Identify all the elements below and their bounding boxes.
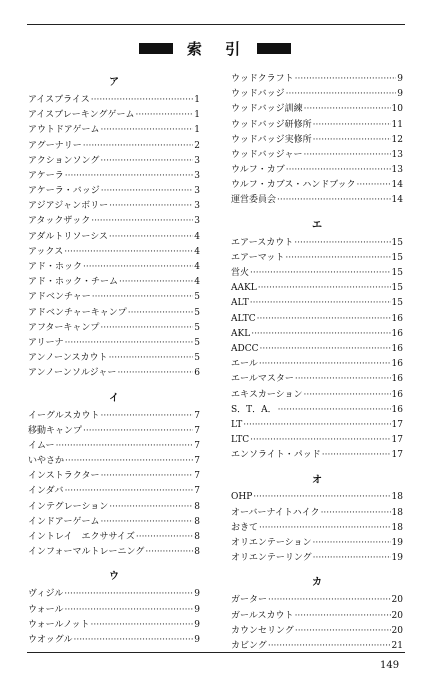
index-term: ウッドバッジ研修所 <box>231 119 312 130</box>
leader-dots <box>322 448 391 463</box>
index-page-number: 15 <box>391 237 403 248</box>
leader-dots <box>101 184 194 199</box>
leader-dots <box>65 484 194 499</box>
index-entry <box>28 424 200 439</box>
index-entry <box>231 403 403 418</box>
index-page-number: 20 <box>391 610 403 621</box>
index-term: アタックザック <box>28 216 91 227</box>
right-column <box>231 72 403 660</box>
index-entry <box>28 245 200 260</box>
leader-dots <box>109 199 193 214</box>
index-entry <box>231 357 403 372</box>
index-entry <box>231 593 403 608</box>
leader-dots <box>109 351 194 366</box>
index-page-number: 17 <box>391 419 403 430</box>
index-page-number: 14 <box>391 180 403 191</box>
index-term: S．T．A． <box>231 404 277 415</box>
index-term: インドアーゲーム <box>28 516 100 527</box>
leader-dots <box>295 72 397 87</box>
index-page-number: 3 <box>194 186 200 197</box>
leader-dots <box>65 169 194 184</box>
index-entry <box>231 609 403 624</box>
index-entry <box>231 281 403 296</box>
index-term: ウッドバッジ <box>231 89 285 100</box>
index-term: エアーマット <box>231 252 285 263</box>
index-page-number: 5 <box>194 292 200 303</box>
leader-dots <box>100 409 193 424</box>
index-term: 運営委員会 <box>231 195 277 206</box>
index-entry <box>28 366 200 381</box>
index-page-number: 9 <box>194 634 200 645</box>
section-heading: ア <box>109 77 119 88</box>
leader-dots <box>64 587 193 602</box>
index-page-number: 5 <box>194 353 200 364</box>
index-entry <box>231 148 403 163</box>
leader-dots <box>313 551 391 566</box>
index-entry <box>231 388 403 403</box>
index-entry <box>231 118 403 133</box>
index-term: インフォーマルトレーニング <box>28 547 145 558</box>
leader-dots <box>259 357 391 372</box>
index-page-number: 20 <box>391 625 403 636</box>
index-entry <box>231 624 403 639</box>
page-number: 149 <box>380 660 400 671</box>
top-rule <box>27 24 405 25</box>
leader-dots <box>259 521 391 536</box>
index-page-number: 15 <box>391 298 403 309</box>
index-term: ALTC <box>231 313 256 324</box>
index-term: ADCC <box>231 343 259 354</box>
index-entry <box>231 163 403 178</box>
section-heading: カ <box>312 577 322 589</box>
index-page-number: 15 <box>391 268 403 279</box>
index-term: ガールスカウト <box>231 610 294 621</box>
index-entry <box>28 306 200 321</box>
leader-dots <box>258 281 391 296</box>
title-bar-left <box>139 43 173 54</box>
index-page-number: 1 <box>194 94 200 105</box>
index-term: カビング <box>231 640 267 651</box>
index-term: アクションソング <box>28 155 100 166</box>
index-entry <box>231 251 403 266</box>
index-page-number: 16 <box>391 404 403 415</box>
leader-dots <box>295 609 391 624</box>
index-term: ALT <box>231 298 249 309</box>
index-entry <box>231 72 403 87</box>
left-column <box>28 72 200 654</box>
leader-dots <box>286 87 397 102</box>
index-entry <box>28 336 200 351</box>
index-term: いやさか <box>28 456 65 467</box>
index-term: LTC <box>231 435 250 446</box>
index-entry <box>28 485 200 500</box>
leader-dots <box>100 123 193 138</box>
leader-dots <box>65 336 194 351</box>
index-entry <box>231 448 403 463</box>
index-entry <box>28 587 200 602</box>
index-entry <box>28 123 200 138</box>
index-term: ウルフ・カブス・ハンドブック <box>231 180 356 191</box>
index-page-number: 4 <box>194 246 200 257</box>
index-term: アックス <box>28 246 64 257</box>
index-entry <box>28 618 200 633</box>
index-entry <box>231 433 403 448</box>
index-term: おきて <box>231 522 259 533</box>
leader-dots <box>303 388 390 403</box>
index-entry <box>231 194 403 209</box>
leader-dots <box>91 93 194 108</box>
index-term: ウッドバッジ訓練 <box>231 104 303 115</box>
leader-dots <box>312 536 390 551</box>
index-entry <box>231 418 403 433</box>
bottom-rule <box>27 652 405 653</box>
index-term: 営火 <box>231 268 250 279</box>
index-term: アド・ホック <box>28 262 83 273</box>
index-term: オリエンテーション <box>231 538 312 549</box>
index-term: ウオッグル <box>28 634 73 645</box>
index-entry <box>231 312 403 327</box>
index-page-number: 3 <box>194 216 200 227</box>
leader-dots <box>83 260 193 275</box>
index-page-number: 9 <box>397 73 403 84</box>
index-entry <box>231 178 403 193</box>
index-page-number: 9 <box>194 604 200 615</box>
index-term: アンノーンスカウト <box>28 353 108 364</box>
leader-dots <box>253 490 390 505</box>
index-page-number: 8 <box>194 501 200 512</box>
section-heading: イ <box>109 392 119 404</box>
index-page-number: 4 <box>194 277 200 288</box>
index-term: AAKL <box>231 283 257 294</box>
index-term: アイスブレーキングゲーム <box>28 110 135 121</box>
index-page-number: 16 <box>391 313 403 324</box>
leader-dots <box>109 500 193 515</box>
index-entry <box>28 199 200 214</box>
index-page-number: 13 <box>391 149 403 160</box>
index-page-number: 16 <box>391 359 403 370</box>
index-entry <box>28 154 200 169</box>
index-entry <box>28 169 200 184</box>
leader-dots <box>257 312 391 327</box>
index-term: ヴィジル <box>28 589 64 600</box>
index-page-number: 13 <box>391 165 403 176</box>
index-page-number: 17 <box>391 450 403 461</box>
index-term: アド・ホック・チーム <box>28 277 119 288</box>
index-page-number: 15 <box>391 283 403 294</box>
index-page-number: 12 <box>391 134 403 145</box>
index-term: AKL <box>231 328 251 339</box>
index-page-number: 16 <box>391 389 403 400</box>
index-term: LT <box>231 419 243 430</box>
index-entry <box>231 266 403 281</box>
index-term: アフターキャンプ <box>28 322 100 333</box>
index-page-number: 1 <box>194 110 200 121</box>
index-entry <box>231 102 403 117</box>
index-term: ウォールノット <box>28 619 90 630</box>
section-gap <box>231 654 403 660</box>
index-entry <box>231 133 403 148</box>
index-page-number: 5 <box>194 322 200 333</box>
leader-dots <box>117 366 193 381</box>
leader-dots <box>260 342 391 357</box>
index-term: アケーラ・バッジ <box>28 186 100 197</box>
index-page-number: 21 <box>391 640 403 651</box>
index-page-number: 8 <box>194 547 200 558</box>
leader-dots <box>109 230 193 245</box>
leader-dots <box>250 296 391 311</box>
index-term: アダルトリソーシス <box>28 231 108 242</box>
leader-dots <box>83 424 193 439</box>
index-term: エンソライト・パッド <box>231 450 321 461</box>
index-entry <box>231 372 403 387</box>
leader-dots <box>91 214 193 229</box>
index-term: ガーター <box>231 595 268 606</box>
index-page-number: 4 <box>194 262 200 273</box>
index-page-number: 7 <box>194 410 200 421</box>
index-page-number: 11 <box>391 119 403 130</box>
index-page-number: 8 <box>194 532 200 543</box>
leader-dots <box>251 327 390 342</box>
index-page-number: 3 <box>194 155 200 166</box>
leader-dots <box>313 133 391 148</box>
index-page-number: 20 <box>391 595 403 606</box>
index-entry <box>28 515 200 530</box>
index-term: アンノーンソルジャー <box>28 368 117 379</box>
index-page-number: 7 <box>194 440 200 451</box>
index-page-number: 2 <box>194 140 200 151</box>
index-page-number: 7 <box>194 471 200 482</box>
leader-dots <box>321 506 391 521</box>
index-entry <box>28 139 200 154</box>
leader-dots <box>268 593 391 608</box>
leader-dots <box>100 154 193 169</box>
index-page-number: 4 <box>194 231 200 242</box>
index-page-number: 5 <box>194 307 200 318</box>
leader-dots <box>56 439 194 454</box>
section-heading: オ <box>312 474 322 486</box>
index-page-number: 16 <box>391 343 403 354</box>
index-entry <box>28 93 200 108</box>
index-entry <box>28 184 200 199</box>
page-title <box>0 38 430 59</box>
leader-dots <box>286 163 391 178</box>
index-term: カウンセリング <box>231 625 294 636</box>
index-entry <box>28 530 200 545</box>
index-entry <box>28 351 200 366</box>
index-page-number: 8 <box>194 516 200 527</box>
index-page-number: 18 <box>391 492 403 503</box>
index-entry <box>28 603 200 618</box>
index-entry <box>231 342 403 357</box>
index-entry <box>28 633 200 648</box>
leader-dots <box>277 193 391 208</box>
index-term: イーグルスカウト <box>28 410 100 421</box>
index-entry <box>231 536 403 551</box>
index-entry <box>28 469 200 484</box>
index-entry <box>231 506 403 521</box>
index-term: エール <box>231 359 258 370</box>
leader-dots <box>250 433 390 448</box>
leader-dots <box>294 236 390 251</box>
index-entry <box>28 260 200 275</box>
index-term: ウォール <box>28 604 64 615</box>
index-page-number: 9 <box>397 89 403 100</box>
index-page-number: 15 <box>391 252 403 263</box>
index-term: エールマスター <box>231 374 294 385</box>
index-page-number: 9 <box>194 589 200 600</box>
index-term: インストラクター <box>28 471 100 482</box>
index-term: アドベンチャーキャンプ <box>28 307 127 318</box>
leader-dots <box>303 148 390 163</box>
index-page-number: 19 <box>391 538 403 549</box>
leader-dots <box>100 515 193 530</box>
leader-dots <box>243 418 390 433</box>
index-page-number: 16 <box>391 328 403 339</box>
index-page-number: 3 <box>194 201 200 212</box>
index-term: ウルフ・カブ <box>231 165 285 176</box>
index-term: エキスカーション <box>231 389 303 400</box>
leader-dots <box>92 290 194 305</box>
leader-dots <box>135 108 193 123</box>
index-entry <box>28 454 200 469</box>
leader-dots <box>250 266 391 281</box>
index-page-number: 19 <box>391 553 403 564</box>
index-entry <box>28 230 200 245</box>
leader-dots <box>295 624 391 639</box>
index-page-number: 7 <box>194 456 200 467</box>
index-term: ウッドクラフト <box>231 73 294 84</box>
index-term: アジアジャンボリー <box>28 201 109 212</box>
index-term: ウッドバッジ実修所 <box>231 134 312 145</box>
index-term: インテグレーション <box>28 501 109 512</box>
index-term: アケーラ <box>28 170 64 181</box>
leader-dots <box>64 603 193 618</box>
leader-dots <box>295 372 391 387</box>
index-term: イントレイ エクササイズ <box>28 532 135 543</box>
index-page-number: 17 <box>391 435 403 446</box>
index-term: アイスブライス <box>28 94 90 105</box>
index-page-number: 7 <box>194 425 200 436</box>
index-page-number: 14 <box>391 195 403 206</box>
index-page-number: 10 <box>391 104 403 115</box>
index-entry <box>28 439 200 454</box>
index-entry <box>231 296 403 311</box>
index-term: イムー <box>28 440 55 451</box>
index-page-number: 18 <box>391 522 403 533</box>
leader-dots <box>73 633 193 648</box>
index-page-number: 6 <box>194 368 200 379</box>
index-entry <box>28 290 200 305</box>
leader-dots <box>304 102 391 117</box>
index-term: アグーナリー <box>28 140 82 151</box>
leader-dots <box>313 118 391 133</box>
index-entry <box>231 491 403 506</box>
leader-dots <box>90 618 193 633</box>
index-term: エアースカウト <box>231 237 294 248</box>
section-heading: エ <box>312 219 322 231</box>
index-entry <box>28 321 200 336</box>
index-page-number: 5 <box>194 337 200 348</box>
index-entry <box>28 545 200 560</box>
index-entry <box>28 275 200 290</box>
index-page-number: 7 <box>194 486 200 497</box>
index-entry <box>231 87 403 102</box>
leader-dots <box>278 403 391 418</box>
leader-dots <box>128 306 194 321</box>
title-text: 索 引 <box>186 40 250 58</box>
index-page-number: 1 <box>194 125 200 136</box>
index-page-number: 16 <box>391 374 403 385</box>
index-entry <box>231 521 403 536</box>
leader-dots <box>285 251 390 266</box>
index-entry <box>231 551 403 566</box>
index-page-number: 9 <box>194 619 200 630</box>
index-term: 移動キャンプ <box>28 425 83 436</box>
index-entry <box>28 215 200 230</box>
leader-dots <box>64 245 193 260</box>
index-entry <box>28 108 200 123</box>
index-page-number: 3 <box>194 170 200 181</box>
index-term: OHP <box>231 492 253 503</box>
leader-dots <box>83 139 194 154</box>
index-entry <box>231 327 403 342</box>
index-entry <box>28 500 200 515</box>
index-term: アリーナ <box>28 337 64 348</box>
index-entry <box>28 409 200 424</box>
index-term: オーバーナイトハイク <box>231 507 320 518</box>
section-heading: ウ <box>109 571 119 583</box>
title-bar-right <box>257 43 291 54</box>
leader-dots <box>100 321 193 336</box>
index-term: オリエンテーリング <box>231 553 312 564</box>
leader-dots <box>145 545 193 560</box>
leader-dots <box>65 454 193 469</box>
index-term: ウッドバッジャー <box>231 149 303 160</box>
index-page-number: 18 <box>391 507 403 518</box>
index-term: アドベンチャー <box>28 292 91 303</box>
index-term: アウトドアゲーム <box>28 125 100 136</box>
index-term: インダバ <box>28 486 64 497</box>
leader-dots <box>136 530 193 545</box>
leader-dots <box>356 178 390 193</box>
index-entry <box>231 236 403 251</box>
leader-dots <box>119 275 193 290</box>
leader-dots <box>101 469 194 484</box>
